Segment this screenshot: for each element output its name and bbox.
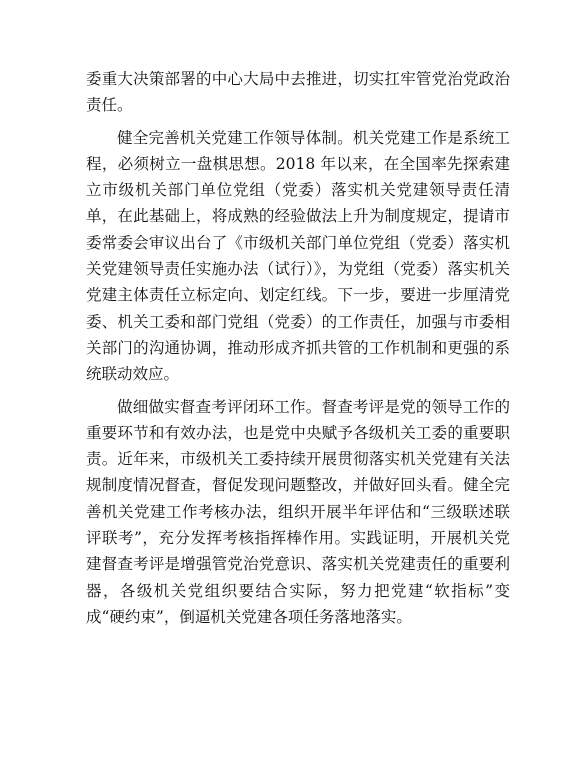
- paragraph-continuation: 委重大决策部署的中心大局中去推进，切实扛牢管党治党政治责任。: [86, 70, 510, 115]
- paragraph-leadership-system: 健全完善机关党建工作领导体制。机关党建工作是系统工程，必须树立一盘棋思想。2018 年以来，在全国率先探索建立市级机关部门单位党组（党委）落实机关党建领导责任清单，在此基础上，将成熟的经验做法上升为制度规定，提请市委常委会审议出台了《市级机关部门单位党组（党委）落实机关党建领导责任实施办法（试行）》，为党组（党委）落实机关党建主体责任立标定向、划定红线。下一步，要进一步厘清党委、机关工委和部门党组（党委）的工作责任，加强与市委相关部门的沟通协调，推动形成齐抓共管的工作机制和更强的系统联动效应。: [86, 128, 510, 384]
- paragraph-supervision-evaluation: 做细做实督查考评闭环工作。督查考评是党的领导工作的重要环节和有效办法，也是党中央赋予各级机关工委的重要职责。近年来，市级机关工委持续开展贯彻落实机关党建有关法规制度情况督查，督促发现问题整改，并做好回头看。健全完善机关党建工作考核办法，组织开展半年评估和“三级联述联评联考”，充分发挥考核指挥棒作用。实践证明，开展机关党建督查考评是增强管党治党意识、落实机关党建责任的重要利器，各级机关党组织要结合实际，努力把党建“软指标”变成“硬约束”，倒逼机关党建各项任务落地落实。: [86, 397, 510, 626]
- document-body: [86, 66, 510, 630]
